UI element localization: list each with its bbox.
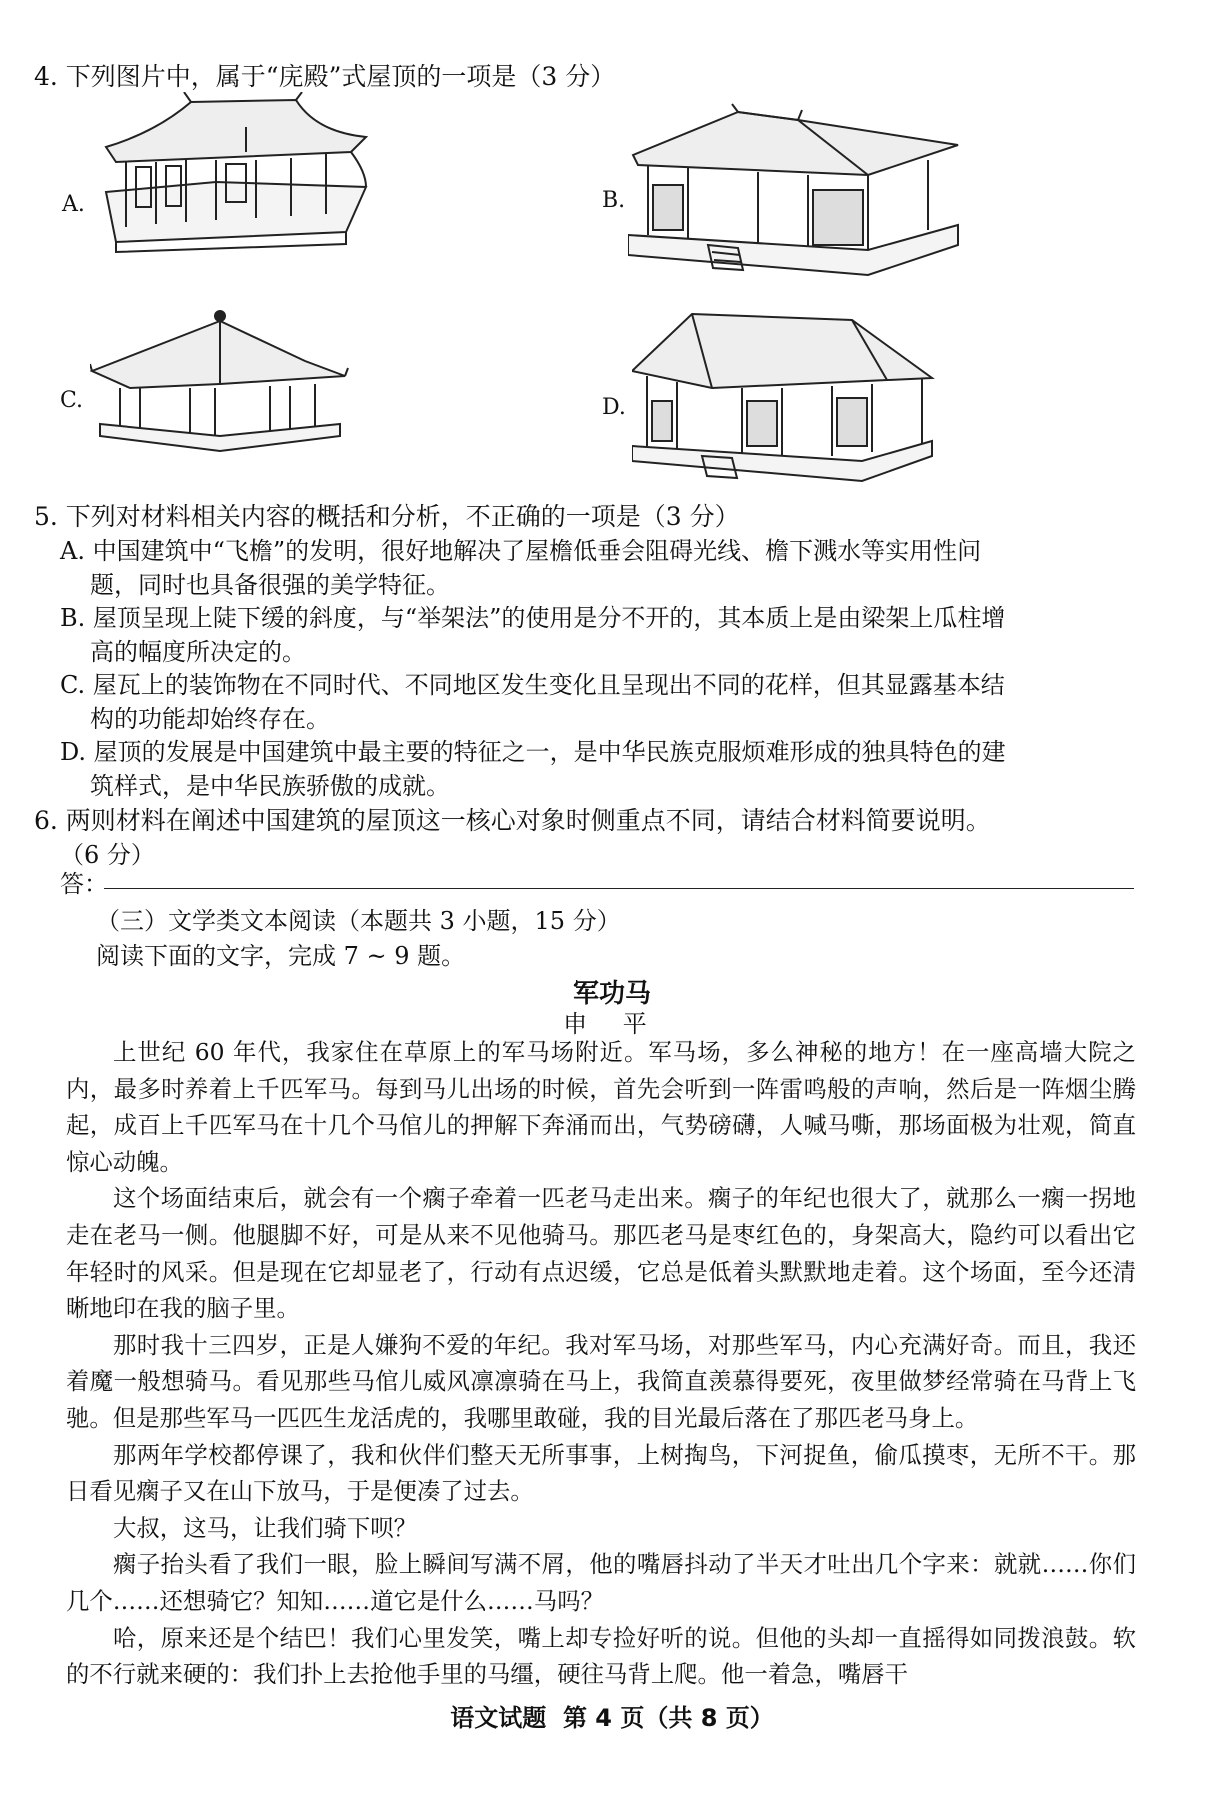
option-a-label[interactable]: A. <box>62 192 85 217</box>
question-4-stem: 4. 下列图片中，属于“庑殿”式屋顶的一项是（3 分） <box>34 62 616 91</box>
option-d-line2[interactable]: 筑样式，是中华民族骄傲的成就。 <box>90 772 450 800</box>
section-heading: （三）文学类文本阅读（本题共 3 小题，15 分） <box>96 907 621 935</box>
story-author: 申 平 <box>563 1010 661 1038</box>
section-instruction: 阅读下面的文字，完成 7 ~ 9 题。 <box>96 942 466 970</box>
story-paragraph: 哈，原来还是个结巴！我们心里发笑，嘴上却专捡好听的说。但他的头却一直摇得如同拨浪鼓。软的不行就来硬的：我们扑上去抢他手里的马缰，硬往马背上爬。他一着急，嘴唇干 <box>66 1623 1136 1689</box>
question-6-stem: 6. 两则材料在阐述中国建筑的屋顶这一核心对象时侧重点不同，请结合材料简要说明。 <box>34 806 991 835</box>
wudian-roof-hall-icon[interactable] <box>632 306 940 486</box>
option-b-line2[interactable]: 高的幅度所决定的。 <box>90 638 306 666</box>
cuanjian-roof-pavilion-icon[interactable] <box>90 306 350 456</box>
option-a-line1[interactable]: A. 中国建筑中“飞檐”的发明，很好地解决了屋檐低垂会阻碍光线、檐下溅水等实用性问 <box>60 537 982 565</box>
option-c-line1[interactable]: C. 屋瓦上的装饰物在不同时代、不同地区发生变化且呈现出不同的花样，但其显露基本结 <box>60 671 1005 699</box>
option-d-line1[interactable]: D. 屋顶的发展是中国建筑中最主要的特征之一，是中华民族克服烦难形成的独具特色的建 <box>60 738 1006 766</box>
story-paragraph: 瘸子抬头看了我们一眼，脸上瞬间写满不屑，他的嘴唇抖动了半天才吐出几个字来：就就……你们几个……还想骑它？知知……道它是什么……马吗？ <box>66 1550 1136 1615</box>
story-paragraph: 上世纪 60 年代，我家住在草原上的军马场附近。军马场，多么神秘的地方！在一座高墙大院之内，最多时养着上千匹军马。每到马儿出场的时候，首先会听到一阵雷鸣般的声响，然后是一阵烟尘腾起，成百上千匹军马在十几个马倌儿的押解下奔涌而出，气势磅礴，人喊马嘶，那场面极为壮观，简直惊心动魄。 <box>66 1038 1136 1176</box>
story-paragraph: 那时我十三四岁，正是人嫌狗不爱的年纪。我对军马场，对那些军马，内心充满好奇。而且，我还着魔一般想骑马。看见那些马倌儿威风凛凛骑在马上，我简直羡慕得要死，夜里做梦经常骑在马背上飞驰。但是那些军马一匹匹生龙活虎的，我哪里敢碰，我的目光最后落在了那匹老马身上。 <box>66 1330 1136 1432</box>
page-footer <box>0 1698 1224 1733</box>
answer-line[interactable] <box>104 888 1134 889</box>
option-b-line1[interactable]: B. 屋顶呈现上陡下缓的斜度，与“举架法”的使用是分不开的，其本质上是由梁架上瓜柱增 <box>60 604 1006 632</box>
option-a-line2[interactable]: 题，同时也具备很强的美学特征。 <box>90 571 450 599</box>
story-body <box>66 1034 1136 1693</box>
option-c-line2[interactable]: 构的功能却始终存在。 <box>90 705 330 733</box>
story-paragraph: 大叔，这马，让我们骑下呗？ <box>113 1513 418 1542</box>
option-c-label[interactable]: C. <box>60 388 84 413</box>
xieshan-roof-building-icon[interactable] <box>96 92 396 262</box>
question-6-score: （6 分） <box>60 841 155 869</box>
footer-page-number: 第 4 页（共 8 页） <box>562 1704 774 1732</box>
answer-label: 答： <box>60 870 108 898</box>
option-d-label[interactable]: D. <box>602 395 626 420</box>
question-5-stem: 5. 下列对材料相关内容的概括和分析，不正确的一项是（3 分） <box>34 502 740 531</box>
story-paragraph: 那两年学校都停课了，我和伙伴们整天无所事事，上树掏鸟，下河捉鱼，偷瓜摸枣，无所不干。那日看见瘸子又在山下放马，于是便凑了过去。 <box>66 1440 1136 1506</box>
story-paragraph: 这个场面结束后，就会有一个瘸子牵着一匹老马走出来。瘸子的年纪也很大了，就那么一瘸一拐地走在老马一侧。他腿脚不好，可是从来不见他骑马。那匹老马是枣红色的，身架高大，隐约可以看出它年轻时的风采。但是现在它却显老了，行动有点迟缓，它总是低着头默默地走着。这个场面，至今还清晰地印在我的脑子里。 <box>66 1184 1136 1323</box>
footer-subject: 语文试题 <box>450 1704 547 1732</box>
xuanshan-roof-building-icon[interactable] <box>628 100 968 285</box>
option-b-label[interactable]: B. <box>602 188 626 213</box>
story-title: 军功马 <box>572 979 651 1009</box>
